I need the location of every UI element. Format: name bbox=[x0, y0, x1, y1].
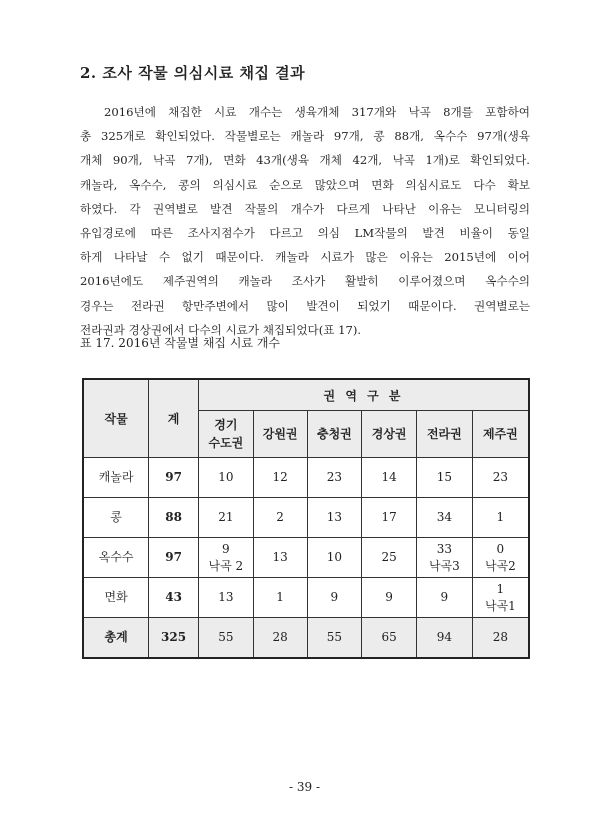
table-row bbox=[83, 458, 529, 498]
region-count-cell: 13 bbox=[253, 538, 307, 578]
table-caption: 표 17. 2016년 작물별 채집 시료 개수 bbox=[80, 336, 281, 350]
paragraph-line: 2016년에도 제주권역의 캐놀라 조사가 활발히 이루어졌으며 옥수수의 bbox=[80, 274, 530, 289]
region-count-cell: 9 낙곡 2 bbox=[199, 538, 254, 578]
total-count-cell: 325 bbox=[149, 618, 199, 659]
paragraph-line: 총 325개로 확인되었다. 작물별로는 캐놀라 97개, 콩 88개, 옥수수 97개(생육 bbox=[80, 129, 530, 144]
table-row bbox=[83, 538, 529, 578]
region-count-cell: 9 bbox=[307, 578, 362, 618]
region-count-cell: 28 bbox=[253, 618, 307, 659]
region-band-header: 권 역 구 분 bbox=[199, 379, 530, 411]
crop-name-cell: 캐놀라 bbox=[83, 458, 149, 498]
crop-name-cell: 면화 bbox=[83, 578, 149, 618]
region-count-cell: 1 낙곡1 bbox=[472, 578, 529, 618]
region-count-cell: 1 bbox=[472, 498, 529, 538]
sample-count-table bbox=[82, 378, 530, 659]
total-count-cell: 97 bbox=[149, 458, 199, 498]
region-count-cell: 13 bbox=[307, 498, 362, 538]
paragraph-line: 하였다. 각 권역별로 발견 작물의 개수가 다르게 나타난 이유는 모니터링의 bbox=[80, 201, 530, 216]
body-paragraph bbox=[80, 100, 530, 342]
region-count-cell: 10 bbox=[307, 538, 362, 578]
paragraph-line: 하게 나타날 수 없기 때문이다. 캐놀라 시료가 많은 이유는 2015년에 이어 bbox=[80, 250, 530, 265]
paragraph-line: 캐놀라, 옥수수, 콩의 의심시료 순으로 많았으며 면화 의심시료도 다수 확보 bbox=[80, 177, 530, 192]
region-count-cell: 0 낙곡2 bbox=[472, 538, 529, 578]
region-count-cell: 1 bbox=[253, 578, 307, 618]
region-count-cell: 23 bbox=[307, 458, 362, 498]
column-header-crop: 작물 bbox=[83, 379, 149, 458]
table-row bbox=[83, 618, 529, 659]
crop-name-cell: 콩 bbox=[83, 498, 149, 538]
table-row bbox=[83, 578, 529, 618]
region-header: 경상권 bbox=[362, 411, 417, 458]
region-header: 강원권 bbox=[253, 411, 307, 458]
region-count-cell: 33 낙곡3 bbox=[417, 538, 473, 578]
region-header: 제주권 bbox=[472, 411, 529, 458]
paragraph-line: 경우는 전라권 항만주변에서 많이 발견이 되었기 때문이다. 권역별로는 bbox=[80, 298, 530, 313]
region-count-cell: 2 bbox=[253, 498, 307, 538]
section-heading: 2. 조사 작물 의심시료 채집 결과 bbox=[80, 64, 306, 82]
column-header-total: 계 bbox=[149, 379, 199, 458]
region-count-cell: 55 bbox=[307, 618, 362, 659]
region-count-cell: 12 bbox=[253, 458, 307, 498]
region-count-cell: 55 bbox=[199, 618, 254, 659]
region-count-cell: 9 bbox=[362, 578, 417, 618]
region-count-cell: 17 bbox=[362, 498, 417, 538]
region-count-cell: 10 bbox=[199, 458, 254, 498]
region-count-cell: 34 bbox=[417, 498, 473, 538]
total-count-cell: 43 bbox=[149, 578, 199, 618]
region-count-cell: 9 bbox=[417, 578, 473, 618]
crop-name-cell: 옥수수 bbox=[83, 538, 149, 578]
region-header: 전라권 bbox=[417, 411, 473, 458]
paragraph-line: 유입경로에 따른 조사지점수가 다르고 의심 LM작물의 발견 비율이 동일 bbox=[80, 226, 530, 241]
region-count-cell: 94 bbox=[417, 618, 473, 659]
table-row bbox=[83, 498, 529, 538]
region-count-cell: 14 bbox=[362, 458, 417, 498]
region-count-cell: 13 bbox=[199, 578, 254, 618]
region-count-cell: 28 bbox=[472, 618, 529, 659]
paragraph-line: 2016년에 채집한 시료 개수는 생육개체 317개와 낙곡 8개를 포함하여 bbox=[104, 105, 530, 119]
region-count-cell: 15 bbox=[417, 458, 473, 498]
region-header: 충청권 bbox=[307, 411, 362, 458]
paragraph-line: 전라권과 경상권에서 다수의 시료가 채집되었다(표 17). bbox=[80, 322, 362, 337]
total-count-cell: 88 bbox=[149, 498, 199, 538]
region-count-cell: 23 bbox=[472, 458, 529, 498]
region-header: 경기 수도권 bbox=[199, 411, 254, 458]
crop-name-cell: 총계 bbox=[83, 618, 149, 659]
page-number: - 39 - bbox=[288, 780, 320, 794]
region-count-cell: 25 bbox=[362, 538, 417, 578]
region-count-cell: 21 bbox=[199, 498, 254, 538]
total-count-cell: 97 bbox=[149, 538, 199, 578]
region-count-cell: 65 bbox=[362, 618, 417, 659]
paragraph-line: 개체 90개, 낙곡 7개), 면화 43개(생육 개체 42개, 낙곡 1개)로 확인되었다. bbox=[80, 153, 530, 168]
